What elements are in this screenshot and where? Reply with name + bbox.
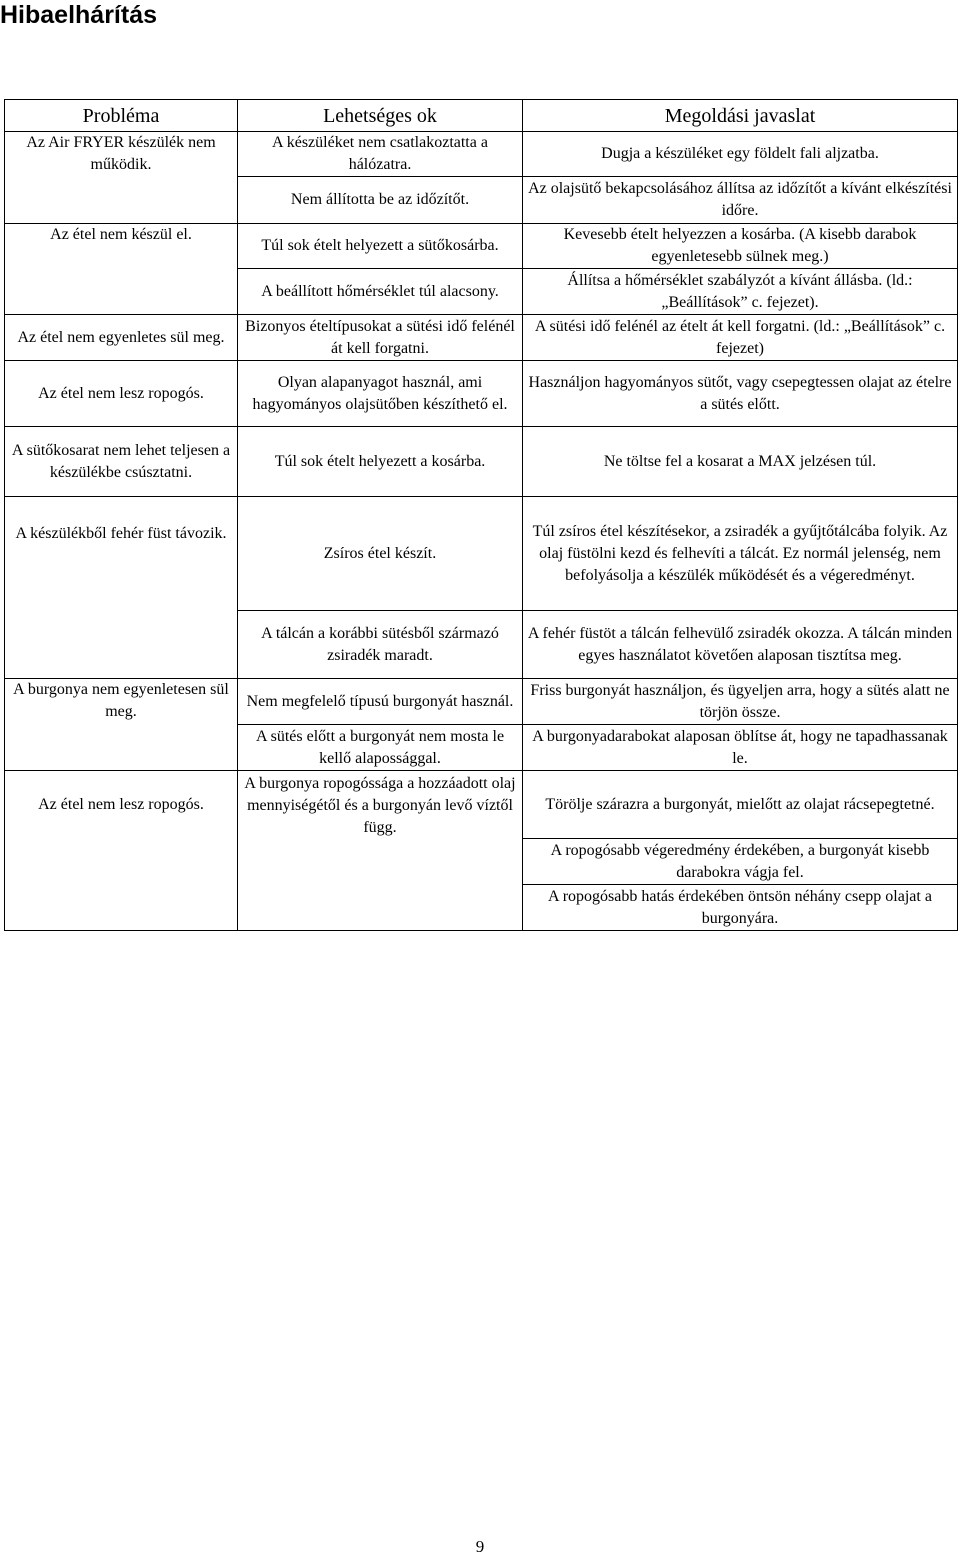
header-solution: Megoldási javaslat — [523, 100, 958, 132]
solution-cell: A ropogósabb végeredmény érdekében, a burgonyát kisebb darabokra vágja fel. — [523, 839, 958, 885]
cause-cell: A sütés előtt a burgonyát nem mosta le kellő alapossággal. — [238, 725, 523, 771]
solution-cell: Kevesebb ételt helyezzen a kosárba. (A kisebb darabok egyenletesebb sülnek meg.) — [523, 224, 958, 269]
table-row — [5, 361, 958, 427]
page-number: 9 — [475, 1537, 485, 1556]
cause-cell: A tálcán a korábbi sütésből származó zsiradék maradt. — [238, 611, 523, 679]
cause-cell: Bizonyos ételtípusokat a sütési idő felénél át kell forgatni. — [238, 315, 523, 361]
cause-cell: Túl sok ételt helyezett a kosárba. — [238, 427, 523, 497]
solution-cell: Az olajsütő bekapcsolásához állítsa az időzítőt a kívánt elkészítési időre. — [523, 177, 958, 224]
cause-cell: A beállított hőmérséklet túl alacsony. — [238, 269, 523, 315]
header-cause: Lehetséges ok — [238, 100, 523, 132]
troubleshooting-table — [4, 99, 958, 931]
cause-cell: A burgonya ropogóssága a hozzáadott olaj mennyiségétől és a burgonyán levő víztől függ. — [238, 771, 523, 931]
problem-cell: Az étel nem lesz ropogós. — [5, 771, 238, 931]
table-row — [5, 679, 958, 725]
problem-cell: Az étel nem egyenletes sül meg. — [5, 315, 238, 361]
cause-cell: Olyan alapanyagot használ, ami hagyományos olajsütőben készíthető el. — [238, 361, 523, 427]
table-row — [5, 132, 958, 177]
solution-cell: Ne töltse fel a kosarat a MAX jelzésen túl. — [523, 427, 958, 497]
solution-cell: Dugja a készüléket egy földelt fali aljzatba. — [523, 132, 958, 177]
cause-cell: A készüléket nem csatlakoztatta a hálózatra. — [238, 132, 523, 177]
cause-cell: Zsíros étel készít. — [238, 497, 523, 611]
solution-cell: A ropogósabb hatás érdekében öntsön néhány csepp olajat a burgonyára. — [523, 885, 958, 931]
solution-cell: Használjon hagyományos sütőt, vagy csepegtessen olajat az ételre a sütés előtt. — [523, 361, 958, 427]
solution-cell: Túl zsíros étel készítésekor, a zsiradék a gyűjtőtálcába folyik. Az olaj füstölni kezd és felhevíti a tálcát. Ez normál jelenség, nem befolyásolja a készülék működését és a végeredményt. — [523, 497, 958, 611]
problem-cell: Az Air FRYER készülék nem működik. — [5, 132, 238, 224]
solution-cell: A burgonyadarabokat alaposan öblítse át, hogy ne tapadhassanak le. — [523, 725, 958, 771]
solution-cell: Állítsa a hőmérséklet szabályzót a kívánt állásba. (ld.: „Beállítások” c. fejezet). — [523, 269, 958, 315]
page-title: Hibaelhárítás — [0, 1, 158, 29]
table-row — [5, 315, 958, 361]
cause-cell: Túl sok ételt helyezett a sütőkosárba. — [238, 224, 523, 269]
problem-cell: A készülékből fehér füst távozik. — [5, 497, 238, 679]
table-row — [5, 771, 958, 839]
problem-cell: Az étel nem lesz ropogós. — [5, 361, 238, 427]
cause-cell: Nem megfelelő típusú burgonyát használ. — [238, 679, 523, 725]
solution-cell: Törölje szárazra a burgonyát, mielőtt az olajat rácsepegtetné. — [523, 771, 958, 839]
table-row — [5, 224, 958, 269]
solution-cell: Friss burgonyát használjon, és ügyeljen arra, hogy a sütés alatt ne törjön össze. — [523, 679, 958, 725]
cause-cell: Nem állította be az időzítőt. — [238, 177, 523, 224]
table-row — [5, 427, 958, 497]
table-row — [5, 497, 958, 611]
solution-cell: A fehér füstöt a tálcán felhevülő zsiradék okozza. A tálcán minden egyes használatot követően alaposan tisztítsa meg. — [523, 611, 958, 679]
header-problem: Probléma — [5, 100, 238, 132]
problem-cell: A sütőkosarat nem lehet teljesen a készülékbe csúsztatni. — [5, 427, 238, 497]
problem-cell: Az étel nem készül el. — [5, 224, 238, 315]
solution-cell: A sütési idő felénél az ételt át kell forgatni. (ld.: „Beállítások” c. fejezet) — [523, 315, 958, 361]
problem-cell: A burgonya nem egyenletesen sül meg. — [5, 679, 238, 771]
table-header-row — [5, 100, 958, 132]
